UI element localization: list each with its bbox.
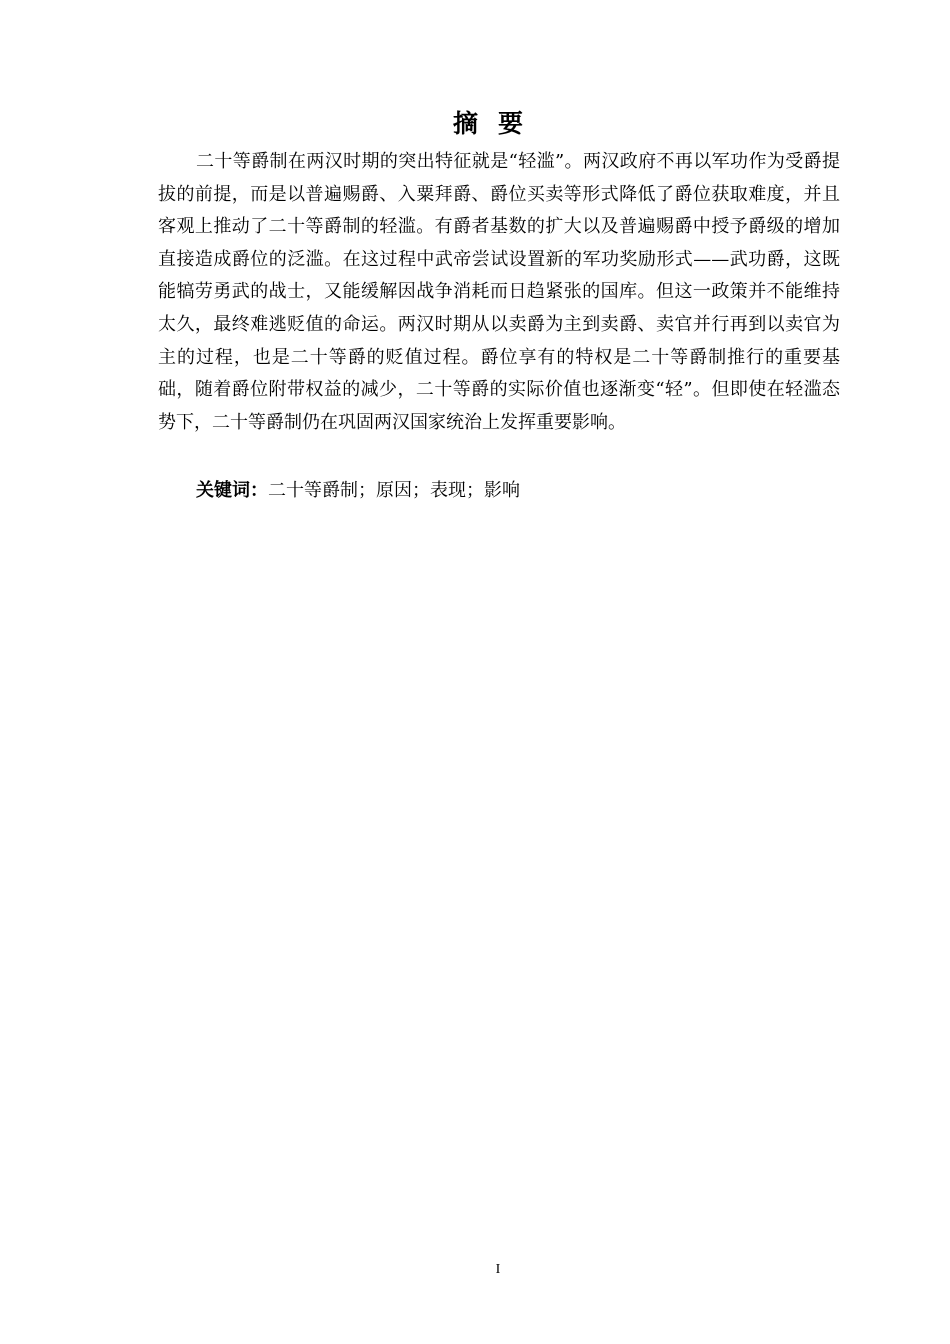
abstract-title: 摘要 <box>452 109 543 138</box>
page-number: I <box>495 1262 501 1277</box>
keywords-text: 二十等爵制；原因；表现；影响 <box>268 480 520 501</box>
keywords-label: 关键词： <box>196 480 268 501</box>
abstract-body: 二十等爵制在两汉时期的突出特征就是“轻滥”。两汉政府不再以军功作为受爵提拔的前提，而是以普遍赐爵、入粟拜爵、爵位买卖等形式降低了爵位获取难度，并且客观上推动了二十等爵制的轻滥。有爵者基数的扩大以及普遍赐爵中授予爵级的增加直接造成爵位的泛滥。在这过程中武帝尝试设置新的军功奖励形式——武功爵，这既能犒劳勇武的战士，又能缓解因战争消耗而日趋紧张的国库。但这一政策并不能维持太久，最终难逃贬值的命运。两汉时期从以卖爵为主到卖爵、卖官并行再到以卖官为主的过程，也是二十等爵的贬值过程。爵位享有的特权是二十等爵制推行的重要基础，随着爵位附带权益的减少，二十等爵的实际价值也逐渐变“轻”。但即使在轻滥态势下，二十等爵制仍在巩固两汉国家统治上发挥重要影响。 <box>158 151 840 433</box>
keywords-line <box>196 475 836 507</box>
